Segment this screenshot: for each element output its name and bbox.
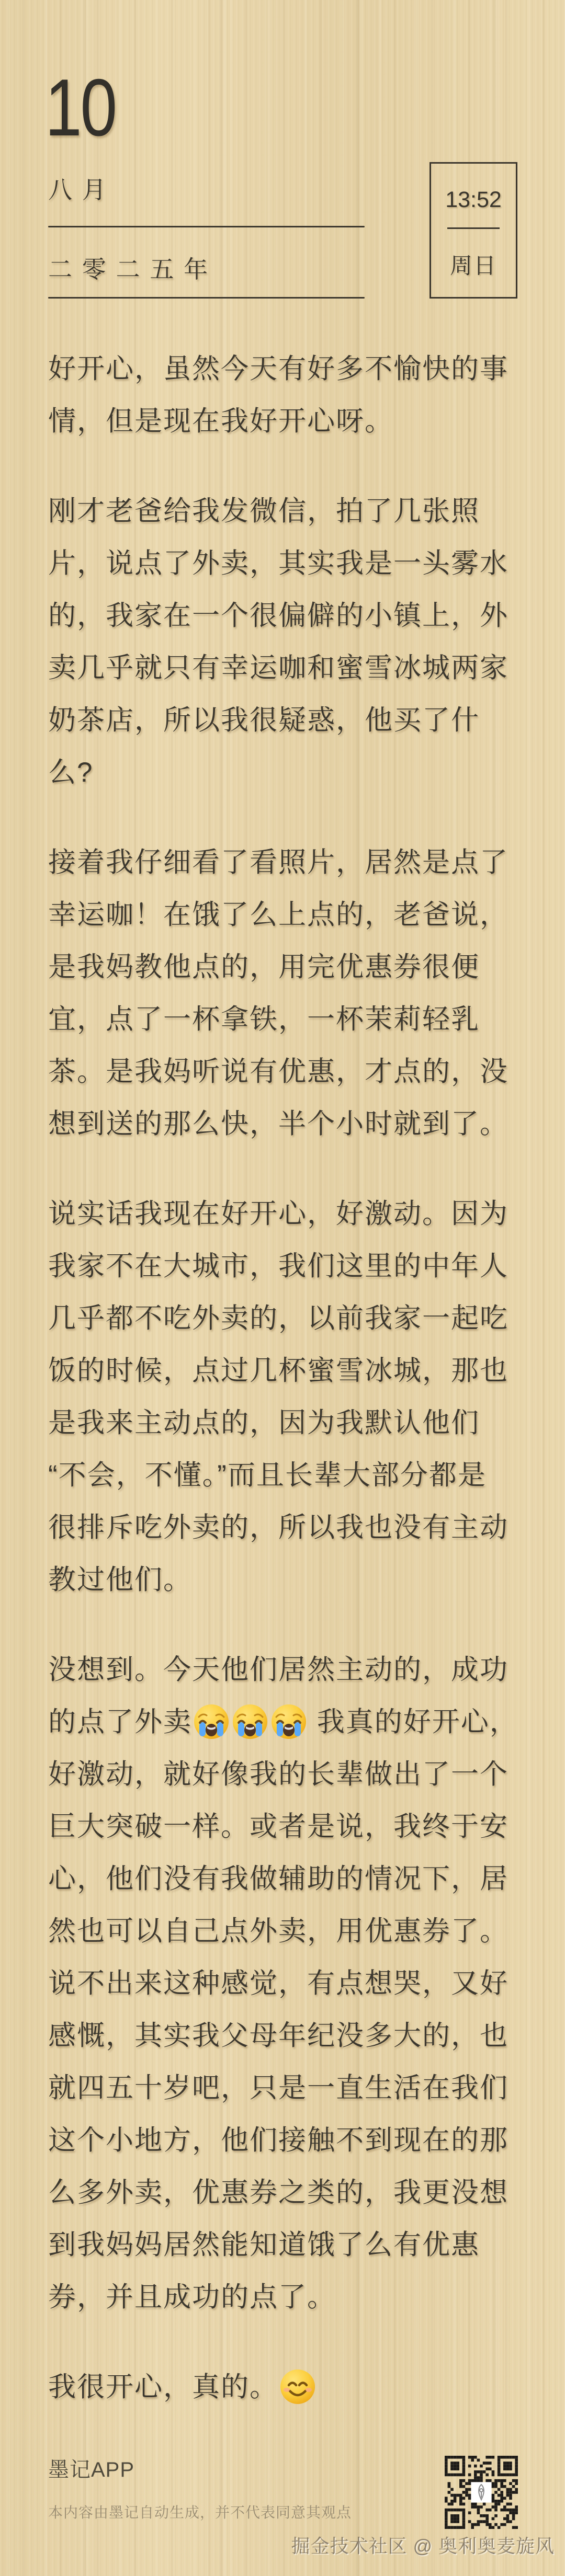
diary-line: 的，我家在一个很偏僻的小镇上，外 — [48, 600, 508, 631]
year-label: 二 零 二 五 年 — [48, 256, 210, 283]
loudly-crying-emoji-icon — [270, 1703, 308, 1741]
diary-line: 几乎都不吃外卖的，以前我家一起吃 — [48, 1303, 508, 1334]
diary-line: 心，他们没有我做辅助的情况下，居 — [48, 1863, 508, 1894]
diary-line: 片，说点了外卖，其实我是一头雾水 — [48, 548, 508, 579]
diary-line: 我家不在大城市，我们这里的中年人 — [48, 1251, 508, 1281]
diary-line: 说不出来这种感觉，有点想哭，又好 — [48, 1968, 508, 1999]
diary-line: 的点了外卖 我真的好开心， — [48, 1696, 535, 1748]
qr-code — [445, 2456, 518, 2529]
loudly-crying-emoji-icon — [231, 1703, 269, 1741]
diary-line: 奶茶店，所以我很疑惑，他买了什 — [48, 705, 480, 736]
app-name: 墨记APP — [48, 2458, 135, 2481]
diary-line: 说实话我现在好开心，好激动。因为 — [48, 1198, 508, 1229]
smiling-face-emoji-icon — [279, 2368, 317, 2406]
diary-line: 然也可以自己点外卖，用优惠券了。 — [48, 1916, 508, 1947]
diary-line: 么? — [48, 757, 94, 788]
qr-code-image — [445, 2456, 518, 2529]
time-weekday-box — [430, 162, 517, 299]
day-number: 10 — [45, 62, 116, 153]
diary-line: 幸运咖！在饿了么上点的，老爸说， — [48, 899, 508, 930]
diary-body — [48, 343, 535, 2451]
weekday-label: 周日 — [450, 254, 497, 279]
diary-line: 茶。是我妈听说有优惠，才点的，没 — [48, 1056, 508, 1087]
diary-line: 教过他们。 — [48, 1564, 192, 1595]
loudly-crying-emoji-icon — [193, 1703, 230, 1741]
diary-line: 好开心，虽然今天有好多不愉快的事 — [48, 353, 508, 384]
divider-line — [447, 227, 500, 229]
diary-line: 到我妈妈居然能知道饿了么有优惠 — [48, 2229, 480, 2260]
diary-line: 宜，点了一杯拿铁，一杯茉莉轻乳 — [48, 1004, 480, 1035]
diary-line: 很排斥吃外卖的，所以我也没有主动 — [48, 1512, 508, 1543]
diary-line: 我很开心，真的。 — [48, 2361, 535, 2413]
diary-line: 想到送的那么快，半个小时就到了。 — [48, 1108, 508, 1139]
diary-line: 感慨，其实我父母年纪没多大的，也 — [48, 2020, 508, 2051]
diary-line: 巨大突破一样。或者是说，我终于安 — [48, 1811, 508, 1842]
diary-paragraph — [48, 343, 535, 448]
diary-paragraph — [48, 1188, 535, 1606]
diary-line: 券，并且成功的点了。 — [48, 2282, 336, 2312]
watermark-text: 掘金技术社区 @ 奥利奥麦旋风 — [291, 2535, 555, 2557]
diary-paragraph — [48, 2361, 535, 2413]
diary-line: 卖几乎就只有幸运咖和蜜雪冰城两家 — [48, 652, 508, 683]
diary-line: 情，但是现在我好开心呀。 — [48, 406, 393, 437]
diary-line: 是我来主动点的，因为我默认他们 — [48, 1407, 480, 1438]
diary-line: “不会，不懂。”而且长辈大部分都是 — [48, 1460, 487, 1491]
diary-line: 刚才老爸给我发微信，拍了几张照 — [48, 496, 480, 526]
disclaimer-text: 本内容由墨记自动生成，并不代表同意其观点 — [48, 2504, 352, 2521]
diary-line: 没想到。今天他们居然主动的，成功 — [48, 1654, 508, 1685]
time-label: 13:52 — [445, 187, 502, 212]
diary-line: 好激动，就好像我的长辈做出了一个 — [48, 1759, 508, 1790]
diary-paragraph — [48, 485, 535, 799]
divider-line — [48, 297, 365, 299]
diary-line: 接着我仔细看了看照片，居然是点了 — [48, 847, 508, 878]
diary-paragraph — [48, 1644, 535, 2323]
diary-line: 这个小地方，他们接触不到现在的那 — [48, 2125, 508, 2156]
diary-line: 就四五十岁吧，只是一直生活在我们 — [48, 2073, 508, 2103]
diary-line: 么多外卖，优惠券之类的，我更没想 — [48, 2177, 508, 2208]
diary-line: 饭的时候，点过几杯蜜雪冰城，那也 — [48, 1355, 508, 1386]
month-label: 八 月 — [48, 176, 108, 203]
diary-line: 是我妈教他点的，用完优惠券很便 — [48, 952, 480, 982]
diary-paragraph — [48, 837, 535, 1150]
divider-line — [48, 226, 365, 227]
